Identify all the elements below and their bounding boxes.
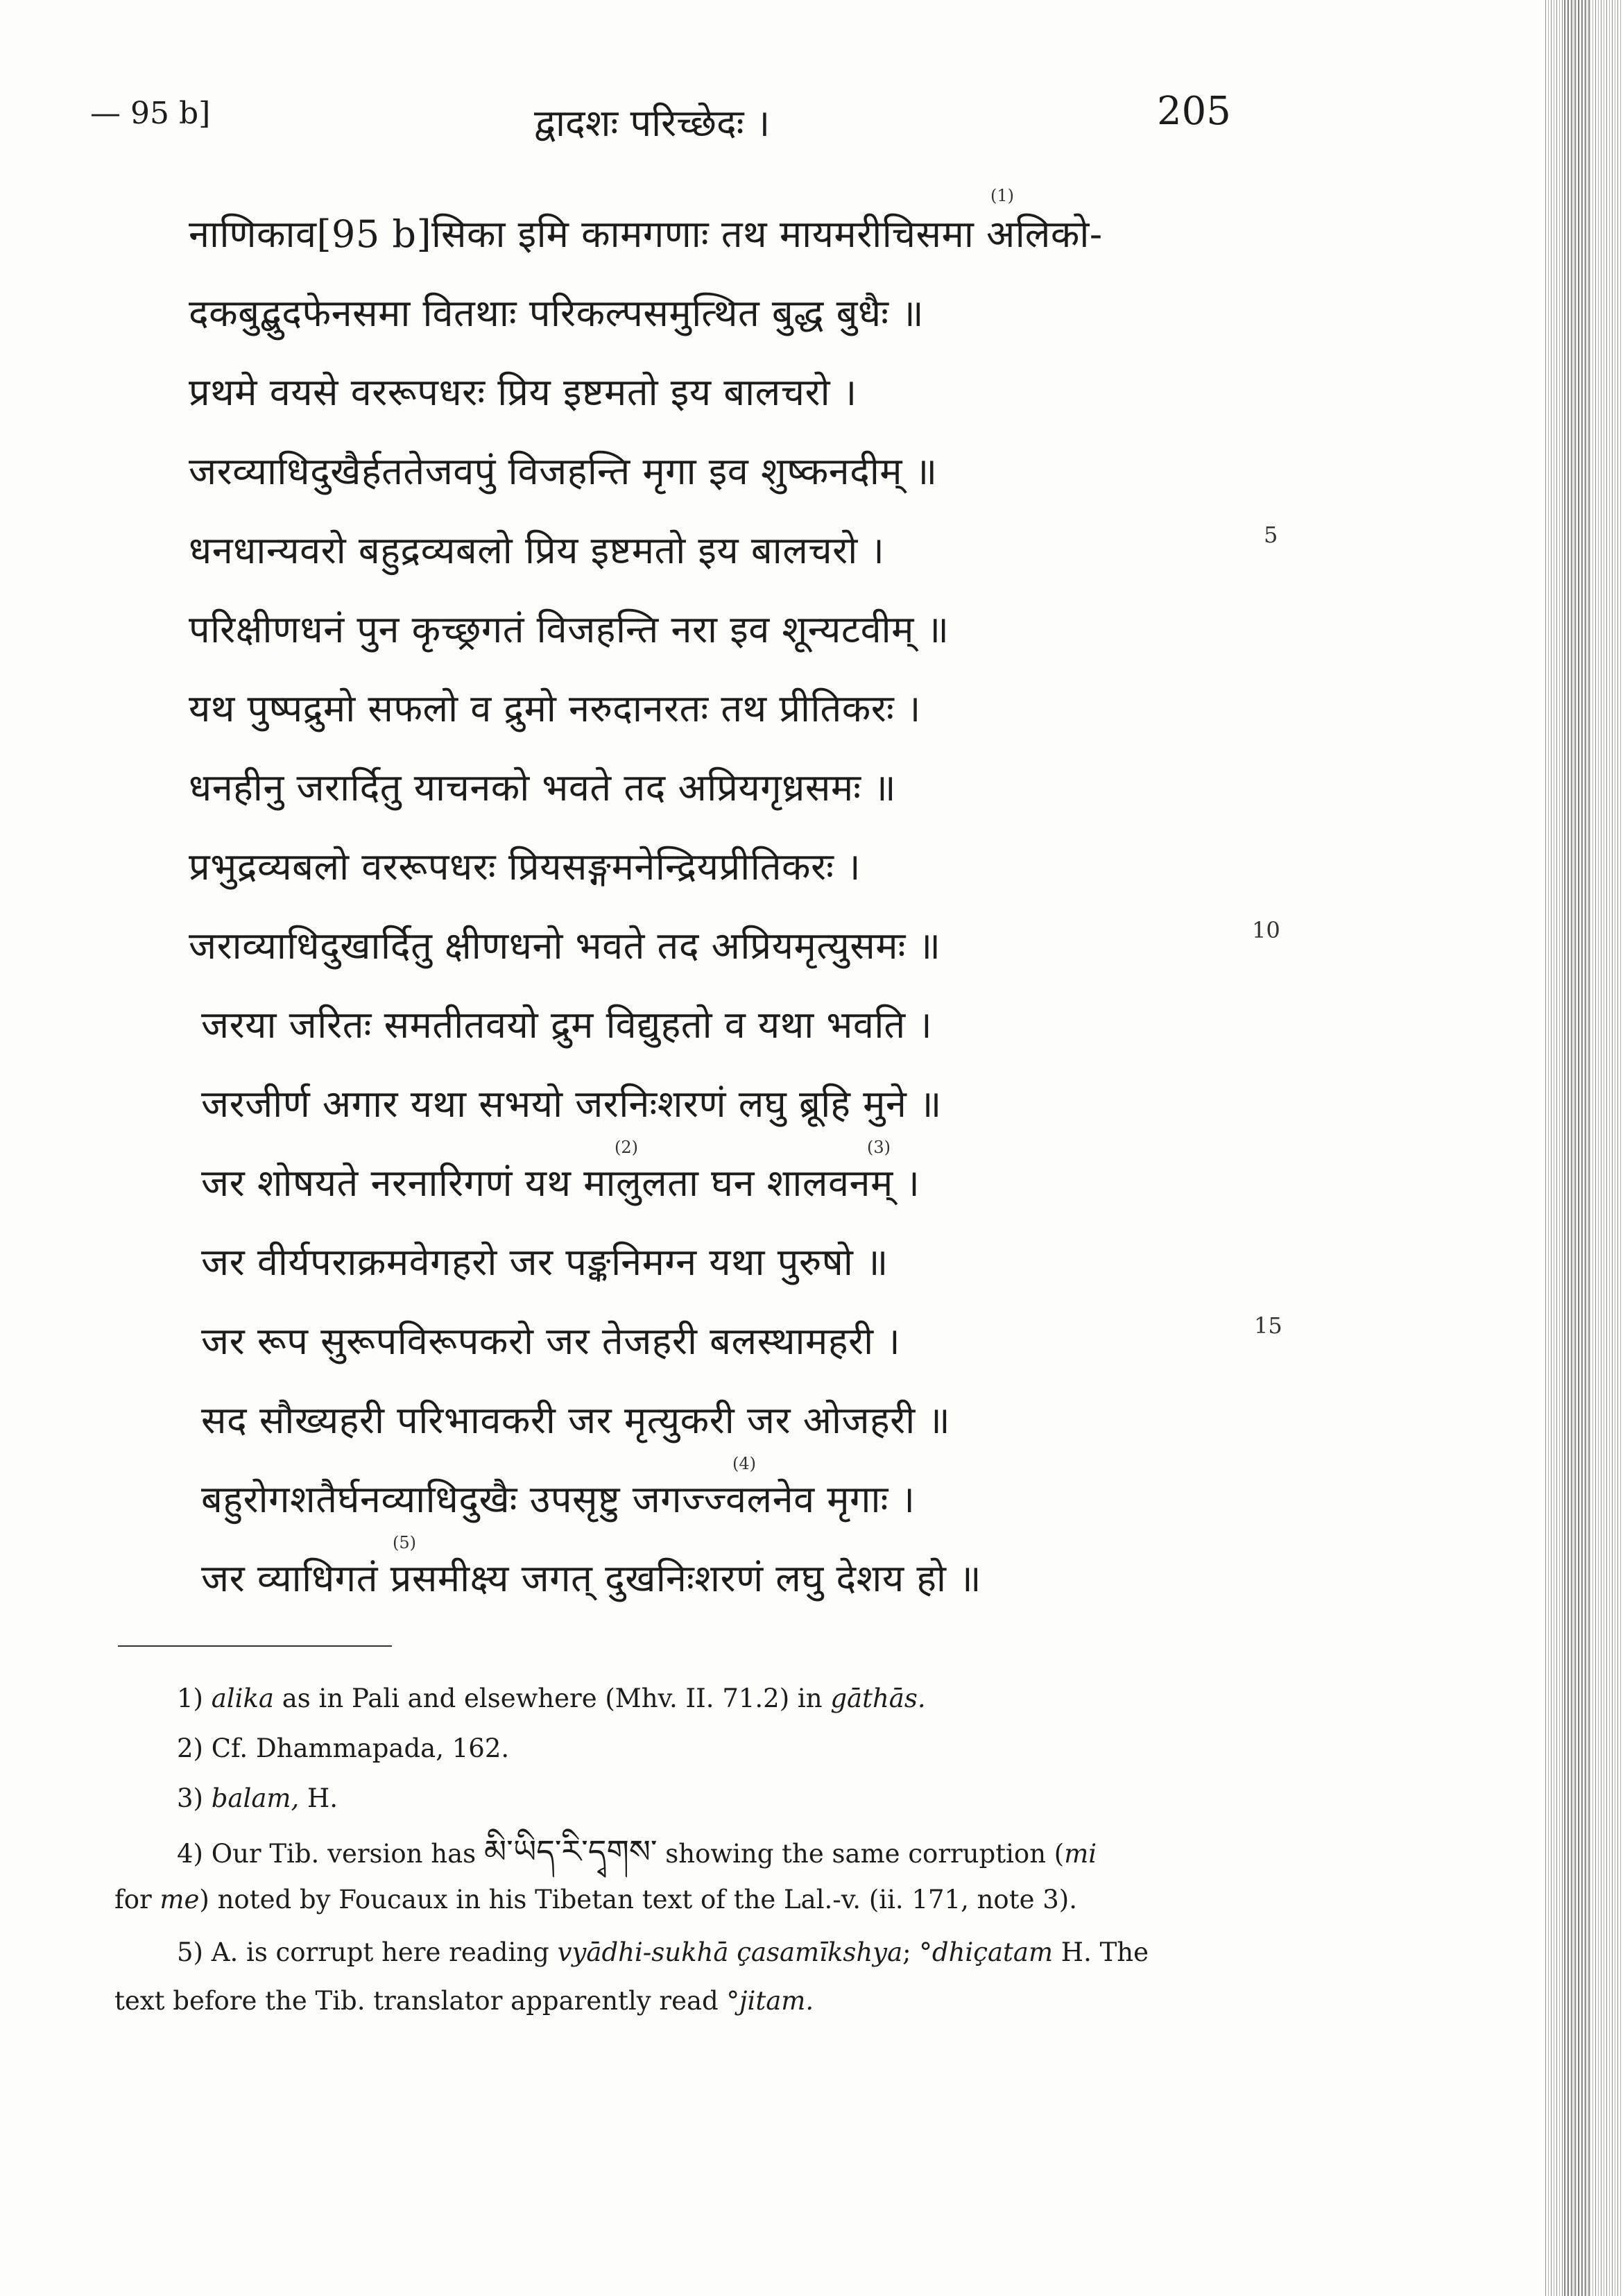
footnote-5 (177, 1928, 1321, 1977)
footnote-1 (177, 1674, 1321, 1723)
verse-line: धनहीनु जरार्दितु याचनको भवते तद अप्रियगृध्रसमः ॥ (189, 766, 897, 809)
running-head-folio: — 95 b] (90, 96, 211, 131)
verse-line: जर व्याधिगतं प्रसमीक्ष्य जगत् दुखनिःशरणं लघु देशय हो ॥ (201, 1557, 982, 1600)
fn-text: ; ° (902, 1937, 932, 1967)
footnote-3 (177, 1774, 1321, 1823)
verse-line: जर रूप सुरूपविरूपकरो जर तेजहरी बलस्थामहरी । (201, 1319, 901, 1363)
verse-line: जरव्याधिदुखैर्हततेजवपुं विजहन्ति मृगा इव शुष्कनदीम् ॥ (189, 449, 938, 493)
page-number: 205 (1157, 89, 1231, 134)
verse-line: जर वीर्यपराक्रमवेगहरो जर पङ्कनिमग्न यथा पुरुषो ॥ (201, 1240, 888, 1284)
verse-line: धनधान्यवरो बहुद्रव्यबलो प्रिय इष्टमतो इय बालचरो । (189, 529, 885, 572)
verse-line: प्रभुद्रव्यबलो वररूपधरः प्रियसङ्गमनेन्द्रियप्रीतिकरः । (189, 845, 861, 889)
note-marker: (1) (990, 186, 1014, 205)
footnote-rule (118, 1645, 392, 1647)
verse-line: नाणिकाव[95 b]सिका इमि कामगणाः तथ मायमरीचिसमा अलिको- (189, 212, 1103, 256)
footnote-4-cont (114, 1876, 1259, 1924)
note-marker: (5) (393, 1533, 416, 1552)
verse-line: जर शोषयते नरनारिगणं यथ मालुलता घन शालवनम् । (201, 1161, 920, 1205)
verse-line: बहुरोगशतैर्घनव्याधिदुखैः उपसृष्टु जगज्ज्वलनेव मृगाः । (201, 1477, 916, 1521)
fn-text: vyādhi-sukhā çasamīkshya (557, 1937, 903, 1967)
fn-text: showing the same corruption ( (657, 1839, 1065, 1869)
fn-text: gāthās. (830, 1684, 926, 1713)
note-marker: (3) (867, 1138, 891, 1157)
verse-line: प्रथमे वयसे वररूपधरः प्रिय इष्टमतो इय बालचरो । (189, 370, 857, 414)
footnote-2: 2) Cf. Dhammapada, 162. (177, 1733, 510, 1763)
fn-text: dhiçatam (931, 1937, 1054, 1967)
line-number-15: 15 (1254, 1312, 1282, 1339)
fn-text: 4) Our Tib. version has (177, 1839, 484, 1869)
verse-line: यथ पुष्पद्रुमो सफलो व द्रुमो नरुदानरतः तथ प्रीतिकरः । (189, 687, 921, 730)
verse-line: जरया जरितः समतीतवयो द्रुम विद्युहतो व यथा भवति । (201, 1003, 933, 1047)
fn-text: H. The (1053, 1937, 1149, 1967)
fn-text: H. (299, 1783, 338, 1813)
footnote-4 (177, 1827, 1321, 1878)
verse-line: परिक्षीणधनं पुन कृच्छ्रगतं विजहन्ति नरा इव शून्यटवीम् ॥ (189, 608, 950, 651)
fn-text: balam, (211, 1783, 300, 1813)
note-marker: (4) (732, 1454, 756, 1473)
fn-text: jitam. (739, 1986, 814, 2016)
tibetan-text: མི་ཡིད་རི་དྭགས་ (483, 1833, 658, 1870)
fn-text: mi (1064, 1839, 1097, 1869)
fn-text: for (114, 1885, 160, 1914)
verse-line: जराव्याधिदुखार्दितु क्षीणधनो भवते तद अप्रियमृत्युसमः ॥ (189, 924, 941, 968)
fn-text: as in Pali and elsewhere (Mhv. II. 71.2) in (273, 1684, 831, 1713)
scan-binding-edge-dark (1564, 0, 1592, 2296)
fn-text: ) noted by Foucaux in his Tibetan text of the Lal.-v. (ii. 171, note 3). (199, 1885, 1077, 1914)
fn-text: 3) (177, 1783, 212, 1813)
footnote-5-cont (114, 1977, 1259, 2025)
note-marker: (2) (615, 1138, 638, 1157)
verse-line: जरजीर्ण अगार यथा सभयो जरनिःशरणं लघु ब्रूहि मुने ॥ (201, 1082, 942, 1126)
fn-text: alika (211, 1684, 274, 1713)
line-number-5: 5 (1264, 522, 1278, 548)
verse-line: दकबुद्बुदफेनसमा वितथाः परिकल्पसमुत्थित बुद्ध बुधैः ॥ (189, 291, 925, 335)
fn-text: 5) A. is corrupt here reading (177, 1937, 558, 1967)
fn-text: me (160, 1885, 200, 1914)
line-number-10: 10 (1252, 917, 1280, 943)
fn-text: 1) (177, 1684, 212, 1713)
fn-text: text before the Tib. translator apparently read ° (114, 1986, 740, 2016)
verse-line: सद सौख्यहरी परिभावकरी जर मृत्युकरी जर ओजहरी ॥ (201, 1398, 951, 1442)
running-head-chapter: द्वादशः परिच्छेदः । (534, 101, 771, 145)
